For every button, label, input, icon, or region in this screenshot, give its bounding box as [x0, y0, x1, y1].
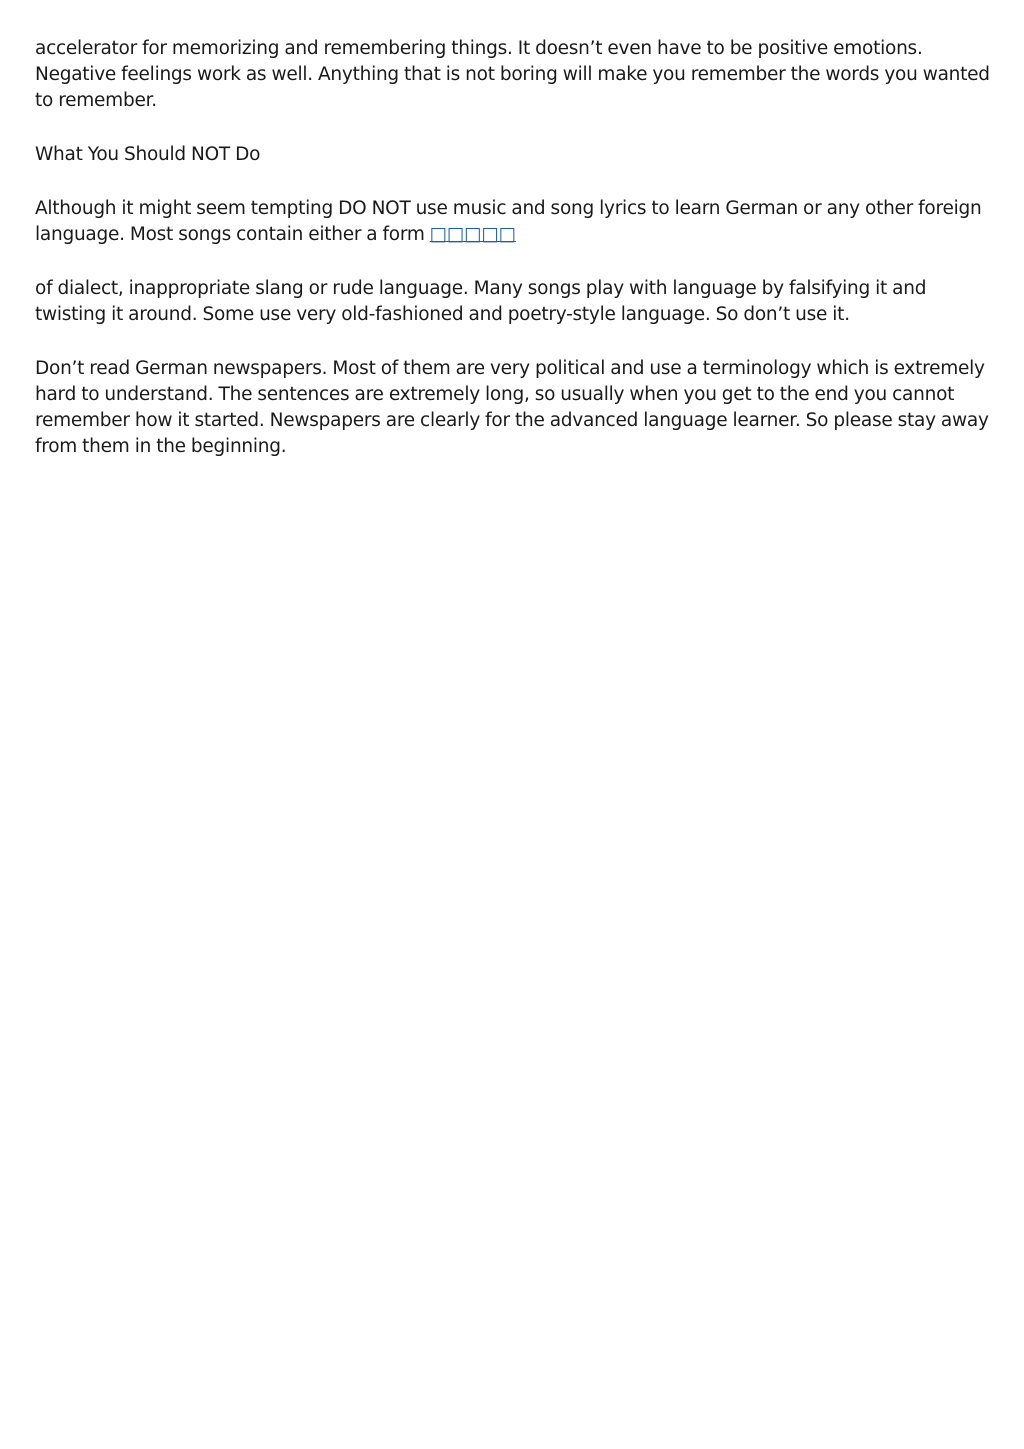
paragraph-emotions: accelerator for memorizing and remembering things. It doesn’t even have to be positive emotions. Negative feelings work as well. Anything that is not boring will make you remember the words you wanted to remember.: [35, 38, 990, 111]
paragraph-newspapers: Don’t read German newspapers. Most of them are very political and use a terminology which is extremely hard to understand. The sentences are extremely long, so usually when you get to the end you cannot remember how it started. Newspapers are clearly for the advanced language learner. So please stay away from them in the beginning.: [35, 358, 989, 457]
inline-link[interactable]: □□□□□: [429, 224, 516, 245]
paragraph-music: [35, 196, 995, 248]
document-body: [35, 36, 995, 488]
section-heading: What You Should NOT Do: [35, 144, 261, 165]
paragraph-music-text: Although it might seem tempting DO NOT use music and song lyrics to learn German or any other foreign language. Most songs contain either a form: [35, 198, 982, 245]
paragraph-dialect: of dialect, inappropriate slang or rude language. Many songs play with language by falsifying it and twisting it around. Some use very old-fashioned and poetry-style language. So don’t use it.: [35, 278, 927, 325]
